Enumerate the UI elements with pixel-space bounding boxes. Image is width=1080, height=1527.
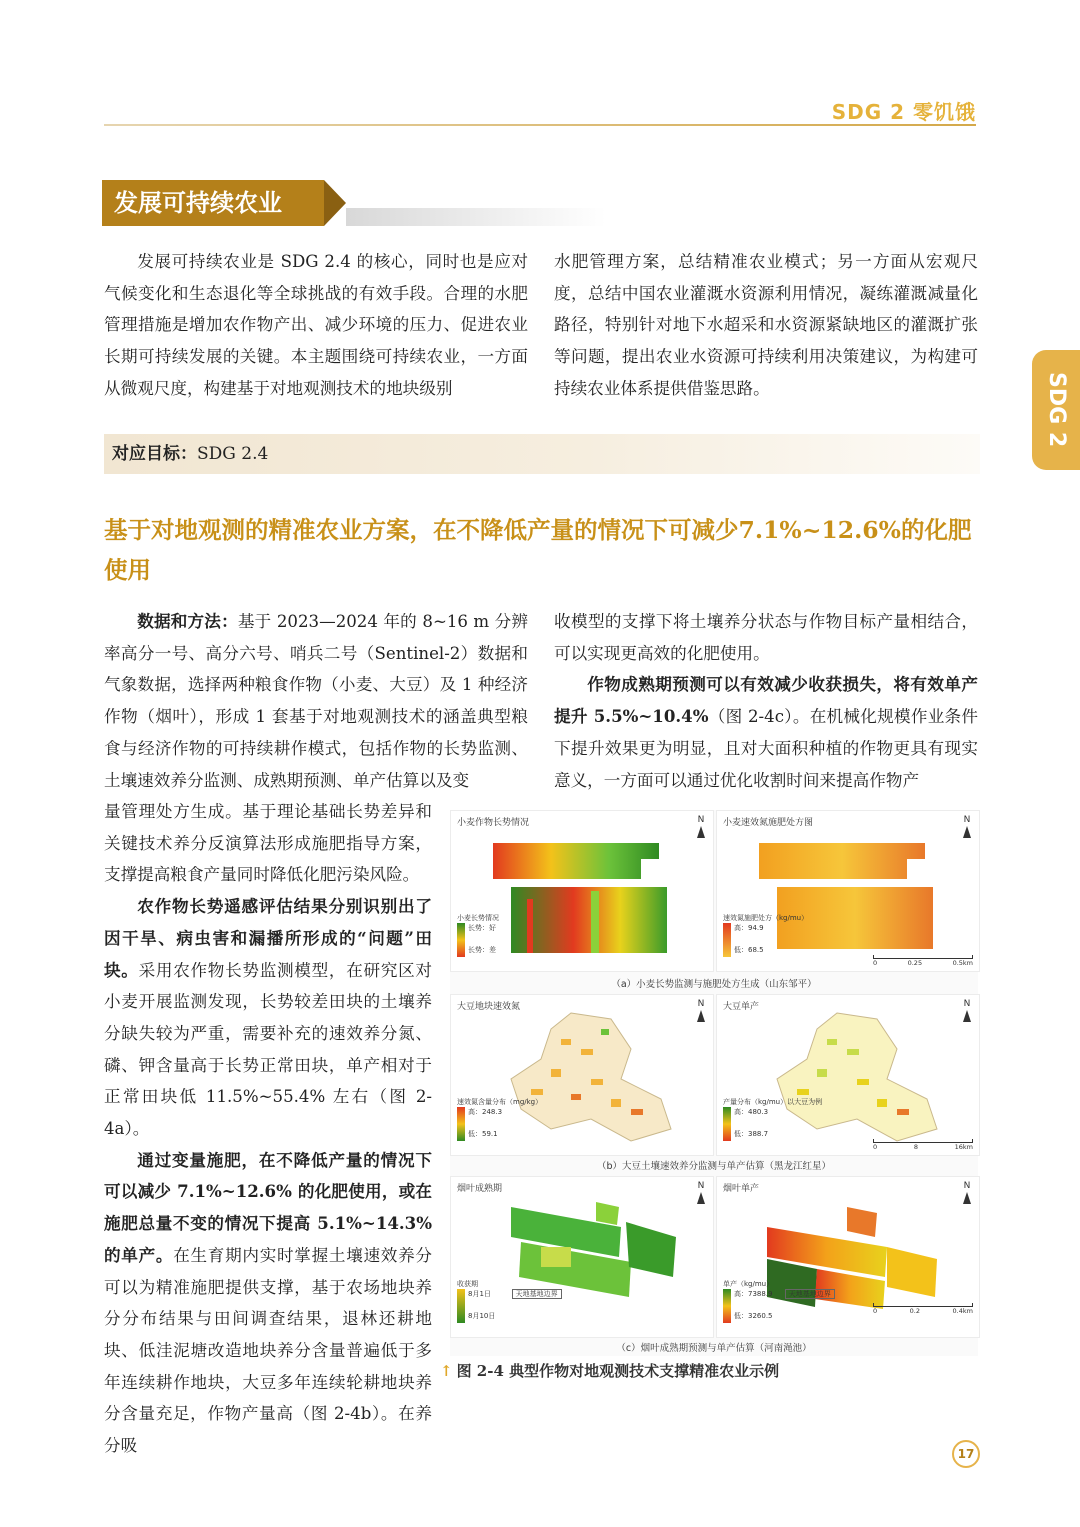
legend-a-left-low: 长势：差 [468, 946, 496, 954]
legend-a-left [457, 913, 499, 957]
legend-b-left-high: 高：248.3 [468, 1108, 503, 1116]
section-title: 发展可持续农业 [102, 180, 324, 226]
running-header: SDG 2 零饥饿 [831, 100, 976, 124]
side-tab-label: SDG 2 [1044, 372, 1069, 448]
sdg-side-tab [1032, 350, 1080, 470]
intro-right-paragraph [554, 246, 978, 405]
legend-b-left [457, 1097, 542, 1141]
right-column [554, 606, 978, 796]
scale-bar-a: 0 0.25 0.5km [873, 955, 973, 967]
panel-b-right-title: 大豆单产 [723, 1002, 760, 1012]
section-title-arrow [324, 180, 346, 226]
figure-caption-text: 图 2-4 典型作物对地观测技术支撑精准农业示例 [456, 1362, 780, 1380]
legend-c-left [457, 1279, 562, 1323]
north-arrow-icon: N [963, 999, 971, 1022]
legend-a-left-title: 小麦长势情况 [457, 914, 499, 922]
panel-c-left [450, 1176, 714, 1338]
legend-bar [723, 1289, 731, 1323]
north-arrow-icon: N [963, 815, 971, 838]
header-rule [104, 124, 976, 126]
legend-a-right-high: 高：94.9 [734, 924, 764, 932]
left-para-2-text: 采用农作物长势监测模型，在研究区对小麦开展监测发现，长势较差田块的土壤养分缺失较为严重，需要补充的速效养分氮、磷、钾含量高于长势正常田块，单产相对于正常田块低 11.5%~55.4% 左右（图 2-4a）。 [104, 960, 433, 1139]
legend-c-right [723, 1279, 835, 1323]
left-para-2 [104, 891, 432, 1145]
intro-left-text: 发展可持续农业是 SDG 2.4 的核心，同时也是应对气候变化和生态退化等全球挑战的有效手段。合理的水肥管理措施是增加农作物产出、减少环境的压力、促进农业长期可持续发展的关键。本主题围绕可持续农业，一方面从微观尺度，构建基于对地观测技术的地块级别 [104, 252, 528, 398]
panel-b-left-title: 大豆地块速效氮 [457, 1002, 521, 1012]
legend-bar [457, 923, 465, 957]
legend-a-right-low: 低：68.5 [734, 946, 764, 954]
legend-c-left-low: 8月10日 [468, 1312, 496, 1320]
north-arrow-icon: N [697, 999, 705, 1022]
caption-a: （a）小麦长势监测与施肥处方生成（山东邹平） [611, 979, 817, 990]
up-arrow-icon: ↑ [440, 1362, 453, 1380]
right-para-1-text: 收模型的支撑下将土壤养分状态与作物目标产量相结合，可以实现更高效的化肥使用。 [554, 612, 978, 663]
left-para-1-text: 量管理处方生成。基于理论基础长势差异和关键技术养分反演算法形成施肥指导方案，支撑提高粮食产量同时降低化肥污染风险。 [104, 802, 432, 885]
intro-left-paragraph [104, 246, 528, 405]
left-para-3 [104, 1145, 432, 1462]
panel-a-left [450, 810, 714, 972]
legend-bar [723, 1107, 731, 1141]
target-label-text: 对应目标： [112, 444, 197, 464]
legend-bar [457, 1107, 465, 1141]
figure-caption [440, 1360, 779, 1381]
panel-c-right [716, 1176, 980, 1338]
right-para-2-lead: 作物成熟期预测可以有效减少收获损失，将有效单产提升 5.5%~10.4% [554, 674, 978, 727]
legend-b-right-low: 低：388.7 [734, 1130, 769, 1138]
legend-b-right [723, 1097, 822, 1141]
legend-a-left-high: 长势：好 [468, 924, 496, 932]
boundary-legend-c-left: 天地基地边界 [512, 1289, 562, 1299]
legend-b-left-low: 低：59.1 [468, 1130, 498, 1138]
left-para-2-lead: 农作物长势遥感评估结果分别识别出了因干旱、病虫害和漏播所形成的“问题”田块。 [104, 896, 432, 980]
figure-2-4 [450, 810, 978, 1356]
right-para-1 [554, 606, 978, 669]
intro-right-text: 水肥管理方案，总结精准农业模式；另一方面从宏观尺度，总结中国农业灌溉水资源利用情况，凝练灌溉减量化路径，特别针对地下水超采和水资源紧缺地区的灌溉扩张等问题，提出农业水资源可持续利用决策建议，为构建可持续农业体系提供借鉴思路。 [554, 252, 978, 398]
target-label [112, 434, 268, 474]
scale-bar-c: 0 0.2 0.4km [873, 1303, 973, 1315]
boundary-legend-c-right: 天地基地边界 [785, 1289, 835, 1299]
caption-b: （b）大豆土壤速效养分监测与单产估算（黑龙江红星） [596, 1161, 832, 1172]
left-narrow-column [104, 796, 432, 1462]
panel-b-right [716, 994, 980, 1156]
subheading: 基于对地观测的精准农业方案，在不降低产量的情况下可减少7.1%~12.6%的化肥使用 [104, 516, 972, 584]
legend-c-left-title: 收获期 [457, 1280, 478, 1288]
left-para-3-lead: 通过变量施肥，在不降低产量的情况下可以减少 7.1%~12.6% 的化肥使用，或在施肥总量不变的情况下提高 5.1%~14.3% 的单产。 [104, 1149, 432, 1265]
legend-b-left-title: 速效氮含量分布（mg/kg） [457, 1098, 543, 1106]
methods-text: 基于 2023—2024 年的 8~16 m 分辨率高分一号、高分六号、哨兵二号（Sentinel-2）数据和气象数据，选择两种粮食作物（小麦、大豆）及 1 种经济作物（烟叶），形成 1 套基于对地观测技术的涵盖典型粮食与经济作物的可持续耕作模式，包括作物的长势监测、土壤速效养分监测、成熟期预测、单产估算以及变 [104, 612, 528, 790]
north-arrow-icon: N [697, 1181, 705, 1204]
legend-b-right-high: 高：480.3 [734, 1108, 769, 1116]
panel-a-right [716, 810, 980, 972]
legend-c-left-high: 8月1日 [468, 1290, 491, 1298]
legend-c-right-high: 高：7388.9 [734, 1290, 773, 1298]
legend-bar [457, 1289, 465, 1323]
scale-bar-b: 0 8 16km [873, 1139, 973, 1151]
panel-a-left-title: 小麦作物长势情况 [457, 818, 530, 828]
left-para-1 [104, 796, 432, 891]
legend-bar [723, 923, 731, 957]
methods-lead: 数据和方法： [137, 611, 238, 631]
methods-paragraph [104, 606, 528, 796]
panel-a-right-title: 小麦速效氮施肥处方图 [723, 818, 814, 828]
north-arrow-icon: N [963, 1181, 971, 1204]
legend-b-right-title: 产量分布（kg/mu）以大豆为例 [723, 1098, 823, 1106]
legend-c-right-title: 单产（kg/mu） [723, 1280, 774, 1288]
legend-c-right-low: 低：3260.5 [734, 1312, 773, 1320]
panel-b-left [450, 994, 714, 1156]
right-para-2-text: （图 2-4c）。在机械化规模作业条件下提升效果更为明显，且对大面积种植的作物更具有现实意义，一方面可以通过优化收割时间来提高作物产 [554, 707, 978, 790]
left-para-3-text: 在生育期内实时掌握土壤速效养分可以为精准施肥提供支撑，基于农场地块养分分布结果与田间调查结果，退林还耕地块、低洼泥塘改造地块养分含量普遍低于多年连续耕作地块，大豆多年连续轮耕地块养分含量充足，作物产量高（图 2-4b）。在养分吸 [104, 1245, 433, 1456]
caption-c: （c）烟叶成熟期预测与单产估算（河南渑池） [616, 1343, 812, 1354]
right-para-2 [554, 669, 978, 796]
legend-a-right [723, 913, 808, 957]
wheat-growth-map [491, 841, 671, 961]
target-value: SDG 2.4 [197, 444, 269, 464]
page-number: 17 [952, 1440, 980, 1468]
panel-c-left-title: 烟叶成熟期 [457, 1184, 503, 1194]
panel-c-right-title: 烟叶单产 [723, 1184, 760, 1194]
section-title-shadow [346, 208, 606, 226]
north-arrow-icon: N [697, 815, 705, 838]
legend-a-right-title: 速效氮施肥处方（kg/mu） [723, 914, 809, 922]
